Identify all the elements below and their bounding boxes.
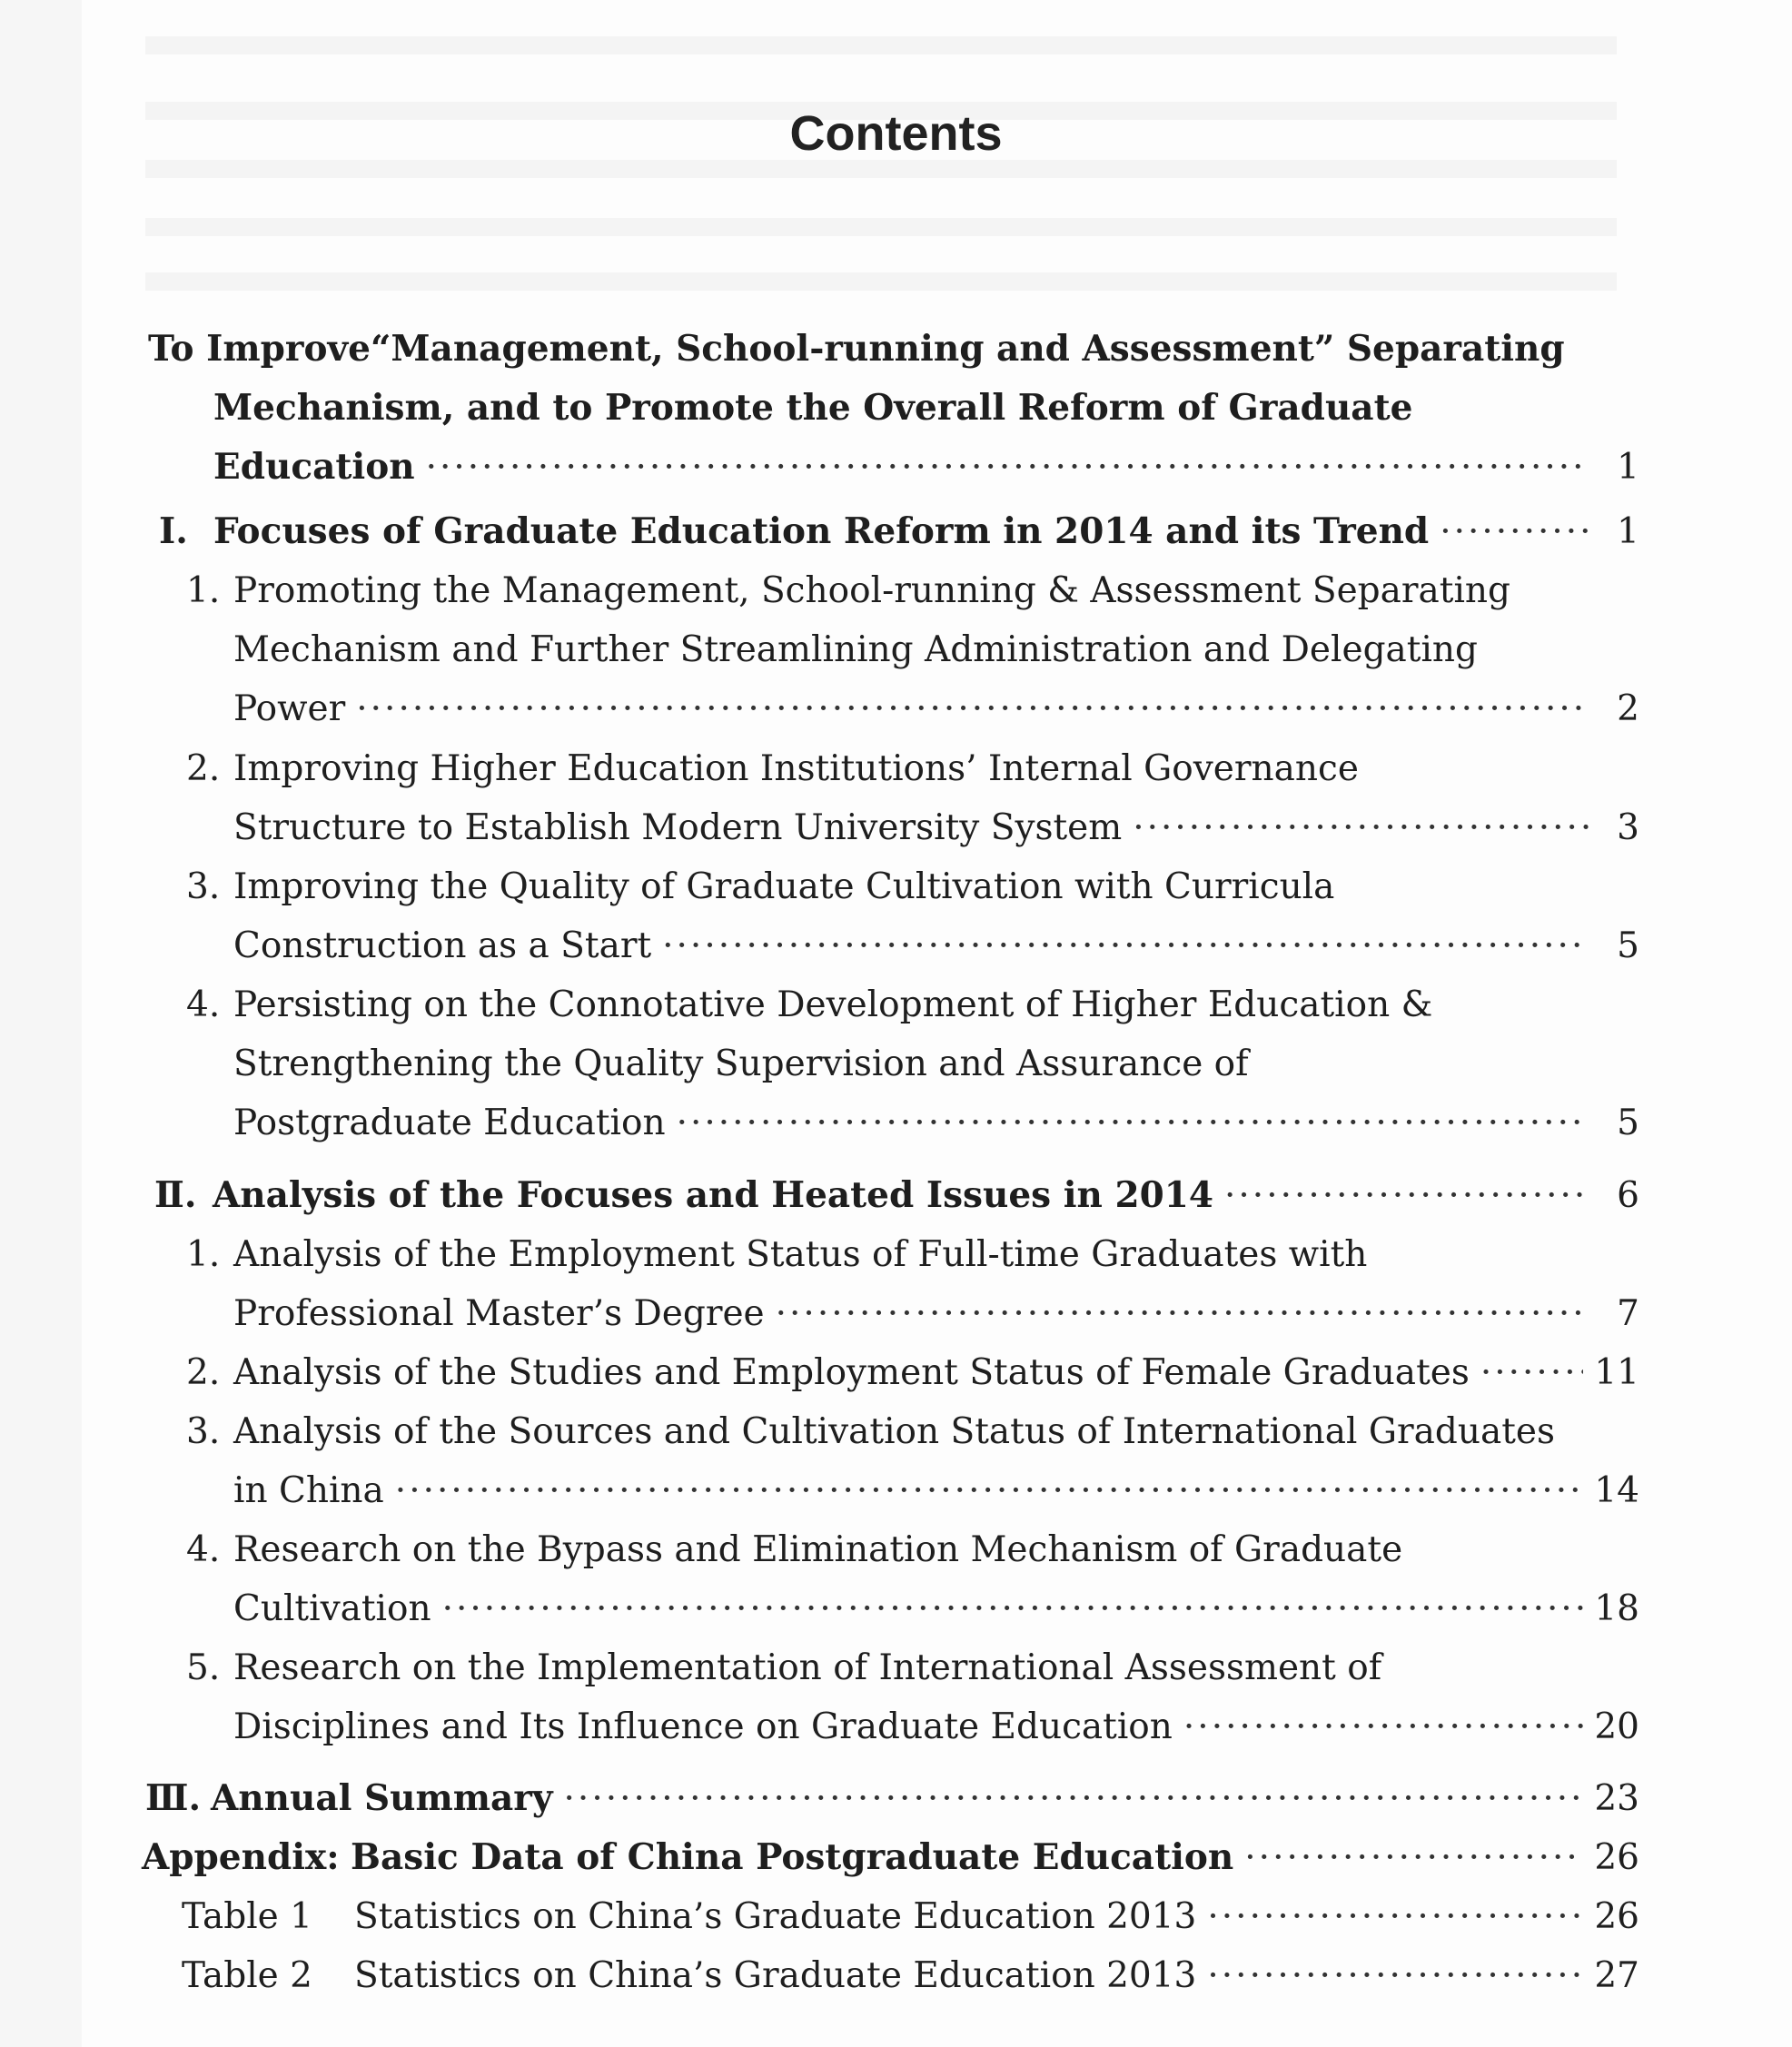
toc-line	[186, 1402, 1639, 1461]
toc-title-line: Promoting the Management, School-running & Assessment Separating	[233, 570, 1510, 611]
dot-leader	[442, 1579, 1584, 1638]
toc-line	[142, 1828, 1639, 1887]
toc-title: Focuses of Graduate Education Reform in 2014 and its Trend	[213, 510, 1430, 552]
toc-line	[154, 1166, 1639, 1225]
show-through-line	[145, 36, 1617, 54]
toc-title-line: in China	[233, 1470, 384, 1511]
page-number: 26	[1594, 1896, 1639, 1937]
toc-entry-subsection[interactable]	[186, 1638, 1639, 1756]
toc-entry-subsection[interactable]	[186, 857, 1639, 975]
toc-line	[182, 1946, 1639, 2005]
dot-leader	[1480, 1343, 1584, 1402]
toc-title: Basic Data of China Postgraduate Education	[351, 1836, 1234, 1878]
toc-entry-lead[interactable]	[148, 320, 1639, 497]
toc-entry-section-3[interactable]	[145, 1769, 1639, 1828]
item-number: 1.	[186, 570, 221, 611]
toc-line	[186, 916, 1639, 975]
dot-leader	[564, 1769, 1584, 1828]
toc-line	[186, 1034, 1639, 1093]
page-number: 6	[1617, 1175, 1639, 1216]
toc-line	[186, 857, 1639, 916]
item-number: 1.	[186, 1234, 221, 1275]
toc-title-line: Mechanism, and to Promote the Overall Reform of Graduate	[213, 387, 1413, 429]
toc-title-line: Analysis of the Employment Status of Full-time Graduates with	[233, 1234, 1368, 1275]
page-title: Contents	[789, 106, 1003, 162]
toc-title-line: Disciplines and Its Influence on Graduate Education	[233, 1706, 1173, 1747]
toc-entry-section-2[interactable]	[154, 1166, 1639, 1225]
toc-line	[159, 502, 1639, 561]
toc-line	[186, 620, 1639, 679]
toc-entry-subsection[interactable]	[186, 1520, 1639, 1638]
section-number: Ⅲ.	[145, 1777, 202, 1819]
toc-title-line: Improving Higher Education Institutions’ Internal Governance	[233, 748, 1359, 789]
dot-leader	[1207, 1887, 1583, 1946]
toc-title-line: Strengthening the Quality Supervision and Assurance of	[233, 1043, 1249, 1084]
toc-title-line: Structure to Establish Modern University System	[233, 807, 1123, 848]
dot-leader	[426, 438, 1589, 497]
page-number: 1	[1617, 447, 1639, 488]
page-number: 3	[1617, 807, 1639, 848]
page-number: 1	[1617, 511, 1639, 552]
page-number: 5	[1617, 1103, 1639, 1143]
toc-line	[186, 561, 1639, 620]
toc-title-line: Improving the Quality of Graduate Cultivation with Curricula	[233, 866, 1335, 907]
toc-line	[186, 798, 1639, 857]
toc-entry-subsection[interactable]	[186, 975, 1639, 1152]
toc-title: Analysis of the Focuses and Heated Issues in 2014	[213, 1174, 1213, 1216]
dot-leader	[776, 1284, 1589, 1343]
section-number: Ⅰ.	[159, 510, 188, 552]
dot-leader	[395, 1461, 1584, 1520]
toc-entry-table[interactable]	[182, 1946, 1639, 2005]
item-number: 4.	[186, 984, 221, 1025]
item-number: 4.	[186, 1529, 221, 1570]
toc-title-line: Postgraduate Education	[233, 1103, 666, 1143]
dot-leader	[1133, 798, 1589, 857]
toc-line	[186, 1638, 1639, 1697]
dot-leader	[1183, 1697, 1583, 1756]
toc-line	[145, 1769, 1639, 1828]
dot-leader	[1244, 1828, 1583, 1887]
toc-line	[186, 1461, 1639, 1520]
toc-entry-appendix[interactable]	[142, 1828, 1639, 1887]
toc-title-line: Persisting on the Connotative Development of Higher Education &	[233, 984, 1433, 1025]
toc-entry-subsection[interactable]	[186, 1343, 1639, 1402]
dot-leader	[1207, 1946, 1583, 2005]
toc-title: Annual Summary	[211, 1777, 553, 1819]
toc-entry-section-1[interactable]	[159, 502, 1639, 561]
toc-line	[186, 975, 1639, 1034]
table-label: Table 1	[182, 1896, 312, 1937]
toc-title-line: Power	[233, 688, 346, 729]
toc-title-line: Research on the Implementation of International Assessment of	[233, 1647, 1382, 1688]
page-number: 5	[1617, 925, 1639, 966]
toc-line	[186, 1093, 1639, 1152]
toc-title-line: Professional Master’s Degree	[233, 1293, 765, 1334]
page-number: 20	[1594, 1706, 1639, 1747]
toc-entry-subsection[interactable]	[186, 1225, 1639, 1343]
item-number: 3.	[186, 1411, 221, 1452]
toc-title-line: Research on the Bypass and Elimination Mechanism of Graduate	[233, 1529, 1403, 1570]
toc-entry-subsection[interactable]	[186, 561, 1639, 738]
dot-leader	[662, 916, 1589, 975]
toc-line	[182, 1887, 1639, 1946]
toc-line	[186, 1225, 1639, 1284]
toc-line	[186, 679, 1639, 738]
page-number: 7	[1617, 1293, 1639, 1334]
page-edge-shading	[0, 0, 82, 2047]
toc-title-line: To Improve“Management, School-running and Assessment” Separating	[148, 328, 1565, 370]
toc-entry-subsection[interactable]	[186, 1402, 1639, 1520]
show-through-line	[145, 272, 1617, 291]
page-number: 2	[1617, 688, 1639, 729]
dot-leader	[1440, 502, 1589, 561]
page-number: 18	[1594, 1588, 1639, 1629]
toc-entry-subsection[interactable]	[186, 739, 1639, 857]
show-through-line	[145, 160, 1617, 178]
toc-line	[186, 1284, 1639, 1343]
toc-line	[148, 438, 1639, 497]
page-number: 23	[1594, 1778, 1639, 1819]
toc-title-line: Construction as a Start	[233, 925, 652, 966]
item-number: 3.	[186, 866, 221, 907]
show-through-line	[145, 218, 1617, 236]
toc-line	[186, 1697, 1639, 1756]
dot-leader	[1224, 1166, 1589, 1225]
page-number: 26	[1594, 1837, 1639, 1878]
toc-title-line: Cultivation	[233, 1588, 431, 1629]
toc-line	[186, 739, 1639, 798]
toc-line	[186, 1343, 1639, 1402]
table-label: Table 2	[182, 1955, 312, 1996]
toc-title-line: Education	[213, 446, 415, 488]
toc-title-line: Mechanism and Further Streamlining Administration and Delegating	[233, 629, 1479, 670]
toc-title: Statistics on China’s Graduate Education 2013	[354, 1896, 1197, 1937]
toc-line	[148, 320, 1639, 379]
section-number: Ⅱ.	[154, 1174, 197, 1216]
toc-title-line: Analysis of the Sources and Cultivation Status of International Graduates	[233, 1411, 1555, 1452]
toc-line	[186, 1579, 1639, 1638]
page-number: 11	[1594, 1352, 1639, 1393]
toc-entry-table[interactable]	[182, 1887, 1639, 1946]
toc-title: Analysis of the Studies and Employment Status of Female Graduates	[233, 1352, 1470, 1393]
item-number: 5.	[186, 1647, 221, 1688]
dot-leader	[677, 1093, 1589, 1152]
item-number: 2.	[186, 748, 221, 789]
item-number: 2.	[186, 1352, 221, 1393]
dot-leader	[356, 679, 1589, 738]
page-number: 27	[1594, 1955, 1639, 1996]
toc-line	[186, 1520, 1639, 1579]
toc-line	[148, 379, 1639, 438]
page-number: 14	[1594, 1470, 1639, 1511]
toc-title: Statistics on China’s Graduate Education 2013	[354, 1955, 1197, 1996]
appendix-label: Appendix:	[142, 1836, 340, 1878]
